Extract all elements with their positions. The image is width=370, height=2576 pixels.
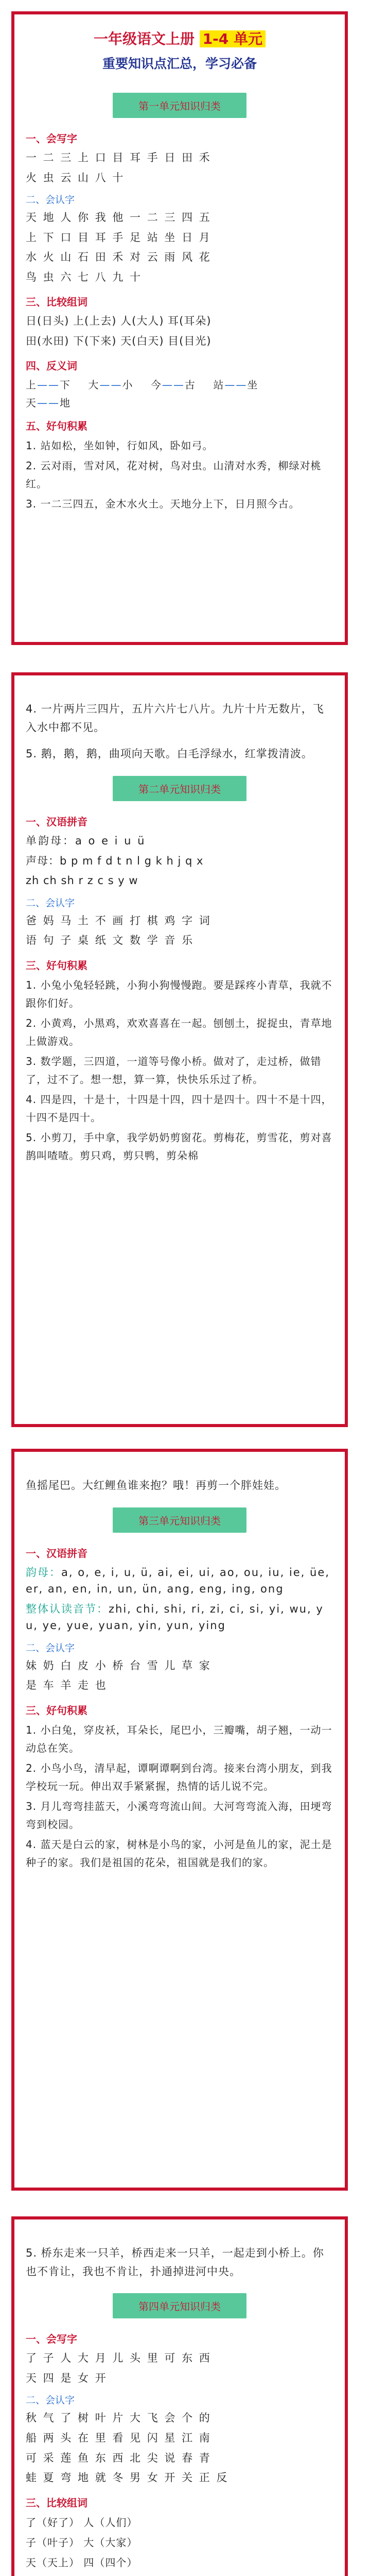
unit4-read-row: 蛙 夏 弯 地 就 冬 男 女 开 关 正 反 — [26, 2471, 229, 2484]
unit4-compare-row — [26, 2574, 333, 2576]
unit1-write-heading: 一、会写字 — [26, 132, 77, 145]
unit4-compare-row: 天（天上） 四（四个） — [26, 2556, 138, 2569]
unit3-sentence-cont: 5. 桥东走来一只羊，桥西走来一只羊，一起走到小桥上。你也不肯让，我也不肯让，扑通掉进河中央。 — [26, 2247, 324, 2278]
unit4-compare-heading: 三、比较组词 — [26, 2496, 87, 2509]
unit3-pinyin-heading: 一、汉语拼音 — [26, 1547, 87, 1560]
unit1-compare-row: 日(日头) 上(上去) 人(大人) 耳(耳朵) — [26, 315, 212, 328]
unit1-compare-heading: 三、比较组词 — [26, 296, 87, 309]
unit3-sentence: 2. 小鸟小鸟，清早起，谭啊谭啊到台湾。接来台湾小朋友，到我学校玩一玩。伸出双手紧紧握，热情的话儿说不完。 — [26, 1761, 332, 1792]
dash: —— — [99, 379, 122, 392]
whole-syllables-list: zhi, chi, shi, ri, zi, ci, si, yi, wu, yu, ye, yue, yuan, yin, yun, ying — [26, 1602, 324, 1632]
compound-vowels-label: 韵母： — [26, 1566, 61, 1579]
unit4-compare-row: 了（好了） 人（人们） — [26, 2516, 138, 2529]
single-vowels-list: a o e i u ü — [75, 835, 146, 848]
unit1-antonym-row — [26, 377, 333, 392]
unit4-read-heading: 二、会认字 — [26, 2395, 75, 2406]
antonym-word: 地 — [60, 397, 71, 410]
antonym-word: 坐 — [247, 379, 259, 392]
unit1-write-row: 火 虫 云 山 八 十 — [26, 171, 125, 184]
unit3-heading: 第三单元知识归类 — [113, 1507, 246, 1533]
page-subtitle: 重要知识点汇总，学习必备 — [102, 56, 257, 71]
unit1-sentence: 1. 站如松，坐如钟，行如风，卧如弓。 — [26, 439, 214, 452]
unit1-read-row: 水 火 山 石 田 禾 对 云 雨 风 花 — [26, 251, 212, 264]
unit4-write-heading: 一、会写字 — [26, 2333, 77, 2346]
unit1-read-row: 天 地 人 你 我 他 一 二 三 四 五 — [26, 211, 212, 224]
antonym-word: 古 — [184, 379, 196, 392]
dash: —— — [37, 397, 60, 410]
unit4-read-row: 船 两 头 在 里 看 见 闪 星 江 南 — [26, 2432, 212, 2445]
unit4-read-row: 可 采 莲 鱼 东 西 北 尖 说 春 青 — [26, 2451, 212, 2464]
single-vowels — [26, 833, 333, 850]
unit1-antonym-row — [26, 395, 333, 410]
page-2 — [11, 672, 348, 1427]
unit2-sentence: 1. 小兔小兔轻轻跳，小狗小狗慢慢跑。要是踩疼小青草，我就不跟你们好。 — [26, 978, 332, 1009]
unit1-accum-heading: 五、好句积累 — [26, 420, 87, 433]
unit2-read-row: 语 句 子 桌 纸 文 数 学 音 乐 — [26, 934, 195, 947]
unit4-write-row: 天 四 是 女 开 — [26, 2371, 108, 2384]
unit1-read-row: 鸟 虫 六 七 八 九 十 — [26, 270, 143, 283]
dash: —— — [162, 379, 185, 392]
antonym-word: 站 — [213, 379, 225, 392]
unit3-sentence: 4. 蓝天是白云的家，树林是小鸟的家，小河是鱼儿的家，泥土是种子的家。我们是祖国的花朵，祖国就是我们的家。 — [26, 1838, 332, 1869]
page-4 — [11, 2216, 348, 2576]
single-vowels-label: 单韵母： — [26, 835, 75, 848]
unit1-write-row: 一 二 三 上 口 目 耳 手 日 田 禾 — [26, 151, 212, 164]
page-1 — [11, 11, 348, 645]
unit1-heading: 第一单元知识归类 — [113, 93, 246, 118]
unit4-read-row: 秋 气 了 树 叶 片 大 飞 会 个 的 — [26, 2412, 212, 2425]
unit2-accum-heading: 三、好句积累 — [26, 959, 87, 972]
unit1-compare-row: 田(水田) 下(下来) 天(白天) 目(目光) — [26, 334, 212, 347]
unit2-sentence: 3. 数学题，三四道，一道等号像小桥。做对了，走过桥，做错了，过不了。想一想，算一算，快快乐乐过了桥。 — [26, 1055, 322, 1086]
title-main: 一年级语文上册 — [93, 30, 195, 47]
unit2-sentence: 4. 四是四，十是十，十四是十四，四十是四十。四十不是十四，十四不是四十。 — [26, 1093, 332, 1124]
compound-vowels-list: a, o, e, i, u, ü, ai, ei, ui, ao, ou, iu, ie, üe, er, an, en, in, un, ün, ang, eng, ing, ong — [26, 1566, 330, 1596]
unit1-read-row: 上 下 口 目 耳 手 足 站 坐 日 月 — [26, 231, 212, 244]
dash: —— — [37, 379, 60, 392]
whole-syllables — [26, 1601, 333, 1634]
compound-vowels — [26, 1564, 333, 1598]
dash: —— — [224, 379, 248, 392]
unit1-read-heading: 二、会认字 — [26, 194, 75, 206]
unit2-pinyin-heading: 一、汉语拼音 — [26, 816, 87, 828]
title-highlight: 1-4 单元 — [200, 30, 266, 47]
unit2-sentence: 5. 小剪刀，手中拿，我学奶奶剪窗花。剪梅花，剪雪花，剪对喜鹊叫喳喳。剪只鸡，剪只鸭，剪朵棉 — [26, 1131, 332, 1162]
unit1-sentence: 2. 云对雨，雪对风，花对树，鸟对虫。山清对水秀，柳绿对桃红。 — [26, 460, 322, 490]
unit3-read-row: 妹 奶 白 皮 小 桥 台 雪 儿 草 家 — [26, 1659, 212, 1672]
antonym-word: 小 — [122, 379, 134, 392]
unit3-sentence: 1. 小白兔，穿皮袄，耳朵长，尾巴小，三瓣嘴，胡子翘，一动一动总在笑。 — [26, 1723, 332, 1754]
antonym-word: 上 — [26, 379, 37, 392]
unit2-heading: 第二单元知识归类 — [113, 776, 246, 801]
unit3-sentence: 3. 月儿弯弯挂蓝天，小溪弯弯流山间。大河弯弯流入海，田埂弯弯到校园。 — [26, 1800, 332, 1831]
unit1-sentence-cont: 5. 鹅，鹅，鹅，曲项向天歌。白毛浮绿水，红掌拨清波。 — [26, 748, 313, 760]
unit1-sentence-cont: 4. 一片两片三四片，五片六片七八片。九片十片无数片，飞入水中都不见。 — [26, 703, 324, 734]
unit3-read-row: 是 车 羊 走 也 — [26, 1679, 108, 1692]
unit2-read-heading: 二、会认字 — [26, 897, 75, 909]
antonym-word: 天 — [26, 397, 37, 410]
whole-syllables-label: 整体认读音节： — [26, 1602, 109, 1615]
initials-list: b p m f d t n l g k h j q x — [60, 854, 204, 867]
unit2-sentence-cont: 鱼摇尾巴。大红鲤鱼谁来抱？哦！再剪一个胖娃娃。 — [26, 1479, 286, 1492]
unit3-read-heading: 二、会认字 — [26, 1642, 75, 1654]
antonym-word: 大 — [88, 379, 100, 392]
unit4-write-row: 了 子 人 大 月 儿 头 里 可 东 西 — [26, 2352, 212, 2365]
page-3 — [11, 1449, 348, 2191]
unit4-heading: 第四单元知识归类 — [113, 2293, 246, 2318]
unit2-read-row: 爸 妈 马 土 不 画 打 棋 鸡 字 词 — [26, 914, 212, 927]
unit3-accum-heading: 三、好句积累 — [26, 1704, 87, 1717]
unit1-antonym-heading: 四、反义词 — [26, 360, 77, 372]
initials-cont: zh ch sh r z c s y w — [26, 874, 138, 887]
unit4-compare-row: 子（叶子） 大（大家） — [26, 2536, 138, 2549]
antonym-word: 今 — [150, 379, 162, 392]
antonym-word: 下 — [60, 379, 71, 392]
unit1-sentence: 3. 一二三四五，金木水火土。天地分上下，日月照今古。 — [26, 498, 300, 511]
initials-label: 声母： — [26, 854, 60, 867]
unit2-sentence: 2. 小黄鸡，小黑鸡，欢欢喜喜在一起。刨刨土，捉捉虫，青草地上做游戏。 — [26, 1016, 332, 1047]
initials — [26, 853, 333, 870]
page-title — [26, 28, 333, 48]
